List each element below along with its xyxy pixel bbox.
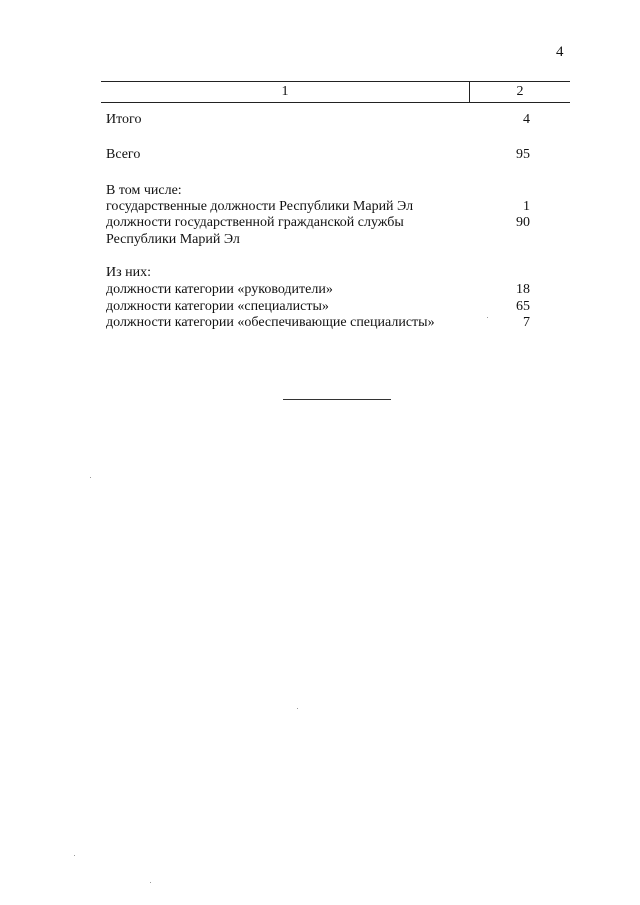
row-value: 95: [516, 147, 530, 162]
scan-speck: [297, 708, 298, 709]
end-of-document-rule: [283, 399, 391, 400]
row-label: В том числе:: [106, 183, 182, 198]
row-label: Республики Марий Эл: [106, 232, 240, 247]
table-row-gos-grazhd-sluzhba: [106, 214, 530, 231]
row-label: должности категории «специалисты»: [106, 299, 329, 314]
scan-speck: [487, 317, 488, 318]
table-header: [101, 81, 570, 103]
row-label: должности государственной гражданской службы: [106, 215, 404, 230]
row-label: Итого: [106, 112, 142, 127]
row-value: 18: [516, 282, 530, 297]
scan-speck: [150, 882, 151, 883]
row-value: 90: [516, 215, 530, 230]
table-row-gos-grazhd-sluzhba-cont: [106, 231, 530, 248]
row-label: должности категории «руководители»: [106, 282, 333, 297]
table-row-iz-nikh: [106, 264, 530, 281]
row-value: 7: [523, 315, 530, 330]
scan-speck: [74, 855, 75, 856]
scan-speck: [90, 477, 91, 478]
table-row-spetsialisty: [106, 298, 530, 315]
row-label: должности категории «обеспечивающие специалисты»: [106, 315, 435, 330]
row-value: 65: [516, 299, 530, 314]
table-row-vsego: [106, 146, 530, 163]
table-row-rukovoditeli: [106, 281, 530, 298]
row-value: 1: [523, 199, 530, 214]
row-label: Всего: [106, 147, 141, 162]
row-value: 4: [523, 112, 530, 127]
table-row-obespechivayushchie: [106, 314, 530, 331]
row-label: Из них:: [106, 265, 152, 280]
table-row-v-tom-chisle: [106, 182, 530, 199]
table-row-gos-dolzhnosti: [106, 198, 530, 215]
table-header-column-2: 2: [516, 84, 524, 99]
table-header-column-1: 1: [101, 82, 470, 102]
page-number: 4: [556, 44, 564, 60]
row-label: государственные должности Республики Марий Эл: [106, 199, 414, 214]
table-row-itogo: [106, 111, 530, 128]
